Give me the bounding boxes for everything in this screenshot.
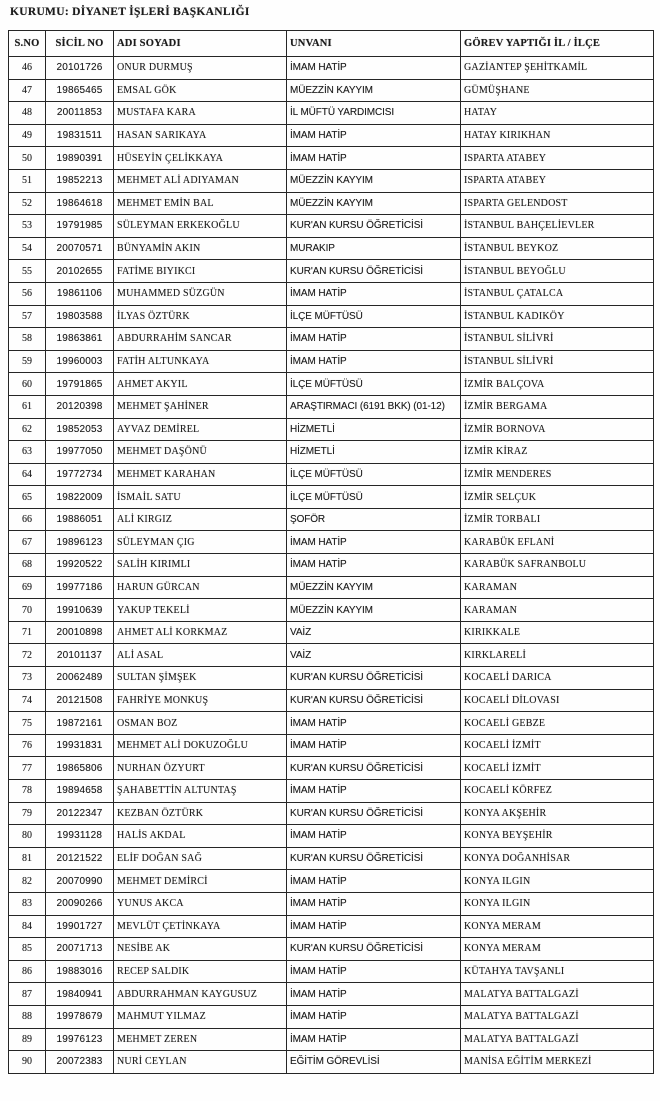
cell-adi-soyadi: SÜLEYMAN ÇIG [114,531,287,554]
cell-sicil-no: 20120398 [46,395,114,418]
cell-sno: 76 [9,734,46,757]
cell-adi-soyadi: İSMAİL SATU [114,486,287,509]
cell-gorev-il-ilce: KARAMAN [461,576,654,599]
cell-unvani: KUR'AN KURSU ÖĞRETİCİSİ [287,667,461,690]
cell-gorev-il-ilce: KOCAELİ DARICA [461,667,654,690]
table-row [9,576,654,599]
cell-sicil-no: 19863861 [46,328,114,351]
col-header-sno: S.NO [9,31,46,57]
cell-gorev-il-ilce: İZMİR KİRAZ [461,441,654,464]
table-row [9,531,654,554]
cell-unvani: İLÇE MÜFTÜSÜ [287,373,461,396]
cell-adi-soyadi: ABDURRAHİM SANCAR [114,328,287,351]
cell-adi-soyadi: HARUN GÜRCAN [114,576,287,599]
cell-sicil-no: 19852053 [46,418,114,441]
cell-adi-soyadi: MEHMET ALİ ADIYAMAN [114,169,287,192]
cell-gorev-il-ilce: KARAMAN [461,599,654,622]
cell-sno: 68 [9,554,46,577]
cell-unvani: İMAM HATİP [287,892,461,915]
cell-gorev-il-ilce: KONYA ILGIN [461,870,654,893]
cell-sno: 72 [9,644,46,667]
cell-adi-soyadi: SULTAN ŞİMŞEK [114,667,287,690]
cell-sno: 49 [9,124,46,147]
cell-adi-soyadi: SALİH KIRIMLI [114,554,287,577]
cell-unvani: İMAM HATİP [287,983,461,1006]
cell-sicil-no: 19896123 [46,531,114,554]
cell-unvani: İMAM HATİP [287,531,461,554]
cell-sicil-no: 19931128 [46,825,114,848]
cell-adi-soyadi: MEHMET DEMİRCİ [114,870,287,893]
cell-sicil-no: 19803588 [46,305,114,328]
cell-adi-soyadi: MEHMET ZEREN [114,1028,287,1051]
table-row [9,667,654,690]
col-header-sicil-no: SİCİL NO [46,31,114,57]
cell-unvani: İMAM HATİP [287,554,461,577]
cell-unvani: ARAŞTIRMACI (6191 BKK) (01-12) [287,395,461,418]
cell-adi-soyadi: ALİ ASAL [114,644,287,667]
cell-gorev-il-ilce: KOCAELİ DİLOVASI [461,689,654,712]
cell-sicil-no: 19977050 [46,441,114,464]
cell-sicil-no: 19901727 [46,915,114,938]
cell-sno: 75 [9,712,46,735]
table-header-row [9,31,654,57]
cell-unvani: MÜEZZİN KAYYIM [287,79,461,102]
cell-gorev-il-ilce: KARABÜK SAFRANBOLU [461,554,654,577]
cell-unvani: İMAM HATİP [287,870,461,893]
cell-adi-soyadi: AHMET ALİ KORKMAZ [114,621,287,644]
cell-sno: 55 [9,260,46,283]
table-row [9,373,654,396]
cell-unvani: MÜEZZİN KAYYIM [287,576,461,599]
cell-sno: 57 [9,305,46,328]
cell-sicil-no: 20070571 [46,237,114,260]
cell-unvani: ŞOFÖR [287,508,461,531]
cell-sicil-no: 20122347 [46,802,114,825]
cell-unvani: KUR'AN KURSU ÖĞRETİCİSİ [287,757,461,780]
cell-gorev-il-ilce: ISPARTA ATABEY [461,169,654,192]
cell-gorev-il-ilce: KOCAELİ İZMİT [461,757,654,780]
cell-unvani: İMAM HATİP [287,960,461,983]
cell-sno: 89 [9,1028,46,1051]
cell-adi-soyadi: FATİME BIYIKCI [114,260,287,283]
cell-sno: 53 [9,215,46,238]
cell-adi-soyadi: MEVLÜT ÇETİNKAYA [114,915,287,938]
cell-gorev-il-ilce: KONYA MERAM [461,938,654,961]
cell-sno: 61 [9,395,46,418]
cell-gorev-il-ilce: İZMİR BERGAMA [461,395,654,418]
cell-sno: 83 [9,892,46,915]
table-row [9,870,654,893]
table-row [9,79,654,102]
cell-adi-soyadi: NESİBE AK [114,938,287,961]
cell-gorev-il-ilce: İSTANBUL BEYKOZ [461,237,654,260]
cell-unvani: KUR'AN KURSU ÖĞRETİCİSİ [287,847,461,870]
cell-unvani: İLÇE MÜFTÜSÜ [287,463,461,486]
cell-gorev-il-ilce: MALATYA BATTALGAZİ [461,1028,654,1051]
cell-sno: 73 [9,667,46,690]
table-row [9,463,654,486]
cell-adi-soyadi: YAKUP TEKELİ [114,599,287,622]
table-row [9,825,654,848]
cell-adi-soyadi: SÜLEYMAN ERKEKOĞLU [114,215,287,238]
cell-gorev-il-ilce: KIRKLARELİ [461,644,654,667]
cell-unvani: İL MÜFTÜ YARDIMCISI [287,102,461,125]
cell-unvani: MÜEZZİN KAYYIM [287,599,461,622]
cell-sno: 86 [9,960,46,983]
cell-adi-soyadi: NURİ CEYLAN [114,1051,287,1074]
cell-sno: 79 [9,802,46,825]
cell-sicil-no: 20070990 [46,870,114,893]
table-row [9,441,654,464]
cell-sno: 71 [9,621,46,644]
cell-gorev-il-ilce: KONYA DOĞANHİSAR [461,847,654,870]
cell-unvani: İMAM HATİP [287,1028,461,1051]
table-body [9,57,654,1074]
cell-unvani: EĞİTİM GÖREVLİSİ [287,1051,461,1074]
cell-adi-soyadi: ALİ KIRGIZ [114,508,287,531]
table-row [9,915,654,938]
cell-sno: 84 [9,915,46,938]
cell-sicil-no: 19960003 [46,350,114,373]
cell-gorev-il-ilce: HATAY [461,102,654,125]
cell-gorev-il-ilce: İZMİR BORNOVA [461,418,654,441]
cell-sno: 47 [9,79,46,102]
cell-adi-soyadi: HÜSEYİN ÇELİKKAYA [114,147,287,170]
cell-unvani: KUR'AN KURSU ÖĞRETİCİSİ [287,689,461,712]
table-row [9,847,654,870]
cell-sno: 78 [9,780,46,803]
cell-sno: 81 [9,847,46,870]
cell-gorev-il-ilce: KIRIKKALE [461,621,654,644]
table-row [9,960,654,983]
cell-sicil-no: 19978679 [46,1005,114,1028]
cell-adi-soyadi: MEHMET DAŞÖNÜ [114,441,287,464]
cell-unvani: İMAM HATİP [287,124,461,147]
cell-gorev-il-ilce: MANİSA EĞİTİM MERKEZİ [461,1051,654,1074]
cell-sicil-no: 19791985 [46,215,114,238]
cell-sno: 52 [9,192,46,215]
cell-sno: 60 [9,373,46,396]
cell-gorev-il-ilce: KONYA BEYŞEHİR [461,825,654,848]
cell-adi-soyadi: HASAN SARIKAYA [114,124,287,147]
table-row [9,282,654,305]
table-row [9,780,654,803]
cell-gorev-il-ilce: İSTANBUL BAHÇELİEVLER [461,215,654,238]
personnel-table [8,30,654,1074]
table-row [9,938,654,961]
table-row [9,418,654,441]
cell-sicil-no: 19840941 [46,983,114,1006]
cell-gorev-il-ilce: İSTANBUL ÇATALCA [461,282,654,305]
cell-gorev-il-ilce: MALATYA BATTALGAZİ [461,1005,654,1028]
table-row [9,983,654,1006]
cell-sicil-no: 19890391 [46,147,114,170]
table-row [9,1028,654,1051]
cell-adi-soyadi: AYVAZ DEMİREL [114,418,287,441]
cell-sicil-no: 20121522 [46,847,114,870]
cell-adi-soyadi: MEHMET EMİN BAL [114,192,287,215]
table-row [9,486,654,509]
cell-gorev-il-ilce: KARABÜK EFLANİ [461,531,654,554]
table-row [9,802,654,825]
cell-sno: 90 [9,1051,46,1074]
cell-unvani: İMAM HATİP [287,147,461,170]
cell-unvani: İMAM HATİP [287,712,461,735]
cell-gorev-il-ilce: İSTANBUL BEYOĞLU [461,260,654,283]
cell-adi-soyadi: ONUR DURMUŞ [114,57,287,80]
cell-unvani: İMAM HATİP [287,282,461,305]
cell-adi-soyadi: İLYAS ÖZTÜRK [114,305,287,328]
cell-sicil-no: 20072383 [46,1051,114,1074]
table-row [9,644,654,667]
cell-sicil-no: 19861106 [46,282,114,305]
table-row [9,599,654,622]
cell-gorev-il-ilce: KOCAELİ İZMİT [461,734,654,757]
table-row [9,215,654,238]
cell-sicil-no: 19872161 [46,712,114,735]
cell-unvani: İMAM HATİP [287,350,461,373]
cell-sicil-no: 19852213 [46,169,114,192]
table-row [9,260,654,283]
cell-sno: 67 [9,531,46,554]
cell-gorev-il-ilce: ISPARTA GELENDOST [461,192,654,215]
table-row [9,892,654,915]
cell-unvani: KUR'AN KURSU ÖĞRETİCİSİ [287,260,461,283]
cell-gorev-il-ilce: İZMİR TORBALI [461,508,654,531]
cell-unvani: İMAM HATİP [287,825,461,848]
cell-sicil-no: 20090266 [46,892,114,915]
col-header-unvani: UNVANI [287,31,461,57]
cell-sicil-no: 19910639 [46,599,114,622]
cell-adi-soyadi: HALİS AKDAL [114,825,287,848]
cell-unvani: VAİZ [287,621,461,644]
table-row [9,305,654,328]
cell-unvani: İMAM HATİP [287,915,461,938]
cell-sno: 74 [9,689,46,712]
table-row [9,508,654,531]
cell-gorev-il-ilce: KÜTAHYA TAVŞANLI [461,960,654,983]
cell-sicil-no: 19791865 [46,373,114,396]
cell-sno: 69 [9,576,46,599]
table-row [9,169,654,192]
cell-unvani: KUR'AN KURSU ÖĞRETİCİSİ [287,938,461,961]
cell-sicil-no: 20010898 [46,621,114,644]
cell-sicil-no: 19865806 [46,757,114,780]
cell-sno: 85 [9,938,46,961]
cell-sicil-no: 20062489 [46,667,114,690]
cell-adi-soyadi: MUSTAFA KARA [114,102,287,125]
cell-sicil-no: 19886051 [46,508,114,531]
cell-unvani: İMAM HATİP [287,780,461,803]
cell-adi-soyadi: RECEP SALDIK [114,960,287,983]
cell-gorev-il-ilce: İSTANBUL SİLİVRİ [461,350,654,373]
cell-sno: 48 [9,102,46,125]
cell-gorev-il-ilce: KONYA AKŞEHİR [461,802,654,825]
cell-unvani: İLÇE MÜFTÜSÜ [287,305,461,328]
cell-sno: 77 [9,757,46,780]
table-row [9,147,654,170]
cell-sicil-no: 19831511 [46,124,114,147]
table-row [9,124,654,147]
cell-adi-soyadi: YUNUS AKCA [114,892,287,915]
cell-sicil-no: 19920522 [46,554,114,577]
cell-gorev-il-ilce: İZMİR BALÇOVA [461,373,654,396]
cell-sicil-no: 20102655 [46,260,114,283]
cell-sicil-no: 20101726 [46,57,114,80]
cell-sicil-no: 20121508 [46,689,114,712]
cell-unvani: İMAM HATİP [287,57,461,80]
cell-gorev-il-ilce: KONYA ILGIN [461,892,654,915]
cell-sno: 80 [9,825,46,848]
cell-gorev-il-ilce: İZMİR MENDERES [461,463,654,486]
document-title: KURUMU: DİYANET İŞLERİ BAŞKANLIĞI [10,6,250,18]
cell-sno: 46 [9,57,46,80]
table-row [9,1005,654,1028]
table-row [9,328,654,351]
cell-unvani: KUR'AN KURSU ÖĞRETİCİSİ [287,215,461,238]
cell-gorev-il-ilce: MALATYA BATTALGAZİ [461,983,654,1006]
cell-sicil-no: 19883016 [46,960,114,983]
cell-sno: 51 [9,169,46,192]
cell-unvani: İMAM HATİP [287,328,461,351]
cell-sicil-no: 19931831 [46,734,114,757]
cell-gorev-il-ilce: GÜMÜŞHANE [461,79,654,102]
cell-gorev-il-ilce: KOCAELİ KÖRFEZ [461,780,654,803]
cell-sno: 58 [9,328,46,351]
table-row [9,395,654,418]
cell-sicil-no: 19822009 [46,486,114,509]
cell-sicil-no: 19977186 [46,576,114,599]
cell-gorev-il-ilce: İSTANBUL KADIKÖY [461,305,654,328]
col-header-gorev-yaptigi-il-ilce: GÖREV YAPTIĞI İL / İLÇE [461,31,654,57]
table-row [9,57,654,80]
table-row [9,689,654,712]
table-row [9,350,654,373]
cell-adi-soyadi: KEZBAN ÖZTÜRK [114,802,287,825]
cell-sno: 62 [9,418,46,441]
table-row [9,712,654,735]
table-row [9,102,654,125]
table-row [9,554,654,577]
cell-gorev-il-ilce: ISPARTA ATABEY [461,147,654,170]
cell-sicil-no: 19865465 [46,79,114,102]
cell-sno: 88 [9,1005,46,1028]
cell-unvani: İMAM HATİP [287,1005,461,1028]
cell-adi-soyadi: MEHMET ALİ DOKUZOĞLU [114,734,287,757]
cell-sno: 65 [9,486,46,509]
cell-unvani: VAİZ [287,644,461,667]
cell-sno: 56 [9,282,46,305]
cell-gorev-il-ilce: KONYA MERAM [461,915,654,938]
table-row [9,192,654,215]
cell-unvani: İLÇE MÜFTÜSÜ [287,486,461,509]
cell-unvani: MURAKIP [287,237,461,260]
cell-adi-soyadi: MUHAMMED SÜZGÜN [114,282,287,305]
cell-sicil-no: 20101137 [46,644,114,667]
cell-adi-soyadi: NURHAN ÖZYURT [114,757,287,780]
cell-adi-soyadi: EMSAL GÖK [114,79,287,102]
cell-sicil-no: 19894658 [46,780,114,803]
cell-sno: 82 [9,870,46,893]
cell-gorev-il-ilce: KOCAELİ GEBZE [461,712,654,735]
cell-adi-soyadi: AHMET AKYIL [114,373,287,396]
cell-unvani: İMAM HATİP [287,734,461,757]
cell-gorev-il-ilce: İZMİR SELÇUK [461,486,654,509]
cell-sno: 87 [9,983,46,1006]
cell-gorev-il-ilce: HATAY KIRIKHAN [461,124,654,147]
cell-sno: 50 [9,147,46,170]
cell-adi-soyadi: ABDURRAHMAN KAYGUSUZ [114,983,287,1006]
cell-adi-soyadi: BÜNYAMİN AKIN [114,237,287,260]
cell-gorev-il-ilce: GAZİANTEP ŞEHİTKAMİL [461,57,654,80]
cell-adi-soyadi: MAHMUT YILMAZ [114,1005,287,1028]
cell-unvani: KUR'AN KURSU ÖĞRETİCİSİ [287,802,461,825]
cell-sno: 54 [9,237,46,260]
cell-sicil-no: 20011853 [46,102,114,125]
cell-adi-soyadi: FAHRİYE MONKUŞ [114,689,287,712]
cell-sno: 70 [9,599,46,622]
col-header-adi-soyadi: ADI SOYADI [114,31,287,57]
cell-unvani: HİZMETLİ [287,418,461,441]
cell-adi-soyadi: FATİH ALTUNKAYA [114,350,287,373]
table-row [9,757,654,780]
cell-adi-soyadi: ŞAHABETTİN ALTUNTAŞ [114,780,287,803]
cell-sicil-no: 19772734 [46,463,114,486]
cell-unvani: MÜEZZİN KAYYIM [287,169,461,192]
cell-sicil-no: 19864618 [46,192,114,215]
cell-unvani: MÜEZZİN KAYYIM [287,192,461,215]
cell-sno: 63 [9,441,46,464]
cell-adi-soyadi: ELİF DOĞAN SAĞ [114,847,287,870]
table-row [9,734,654,757]
cell-adi-soyadi: MEHMET KARAHAN [114,463,287,486]
cell-sno: 59 [9,350,46,373]
cell-gorev-il-ilce: İSTANBUL SİLİVRİ [461,328,654,351]
cell-sno: 64 [9,463,46,486]
table-row [9,621,654,644]
cell-sicil-no: 19976123 [46,1028,114,1051]
table-row [9,1051,654,1074]
cell-adi-soyadi: OSMAN BOZ [114,712,287,735]
cell-sno: 66 [9,508,46,531]
cell-unvani: HİZMETLİ [287,441,461,464]
cell-sicil-no: 20071713 [46,938,114,961]
cell-adi-soyadi: MEHMET ŞAHİNER [114,395,287,418]
table-row [9,237,654,260]
